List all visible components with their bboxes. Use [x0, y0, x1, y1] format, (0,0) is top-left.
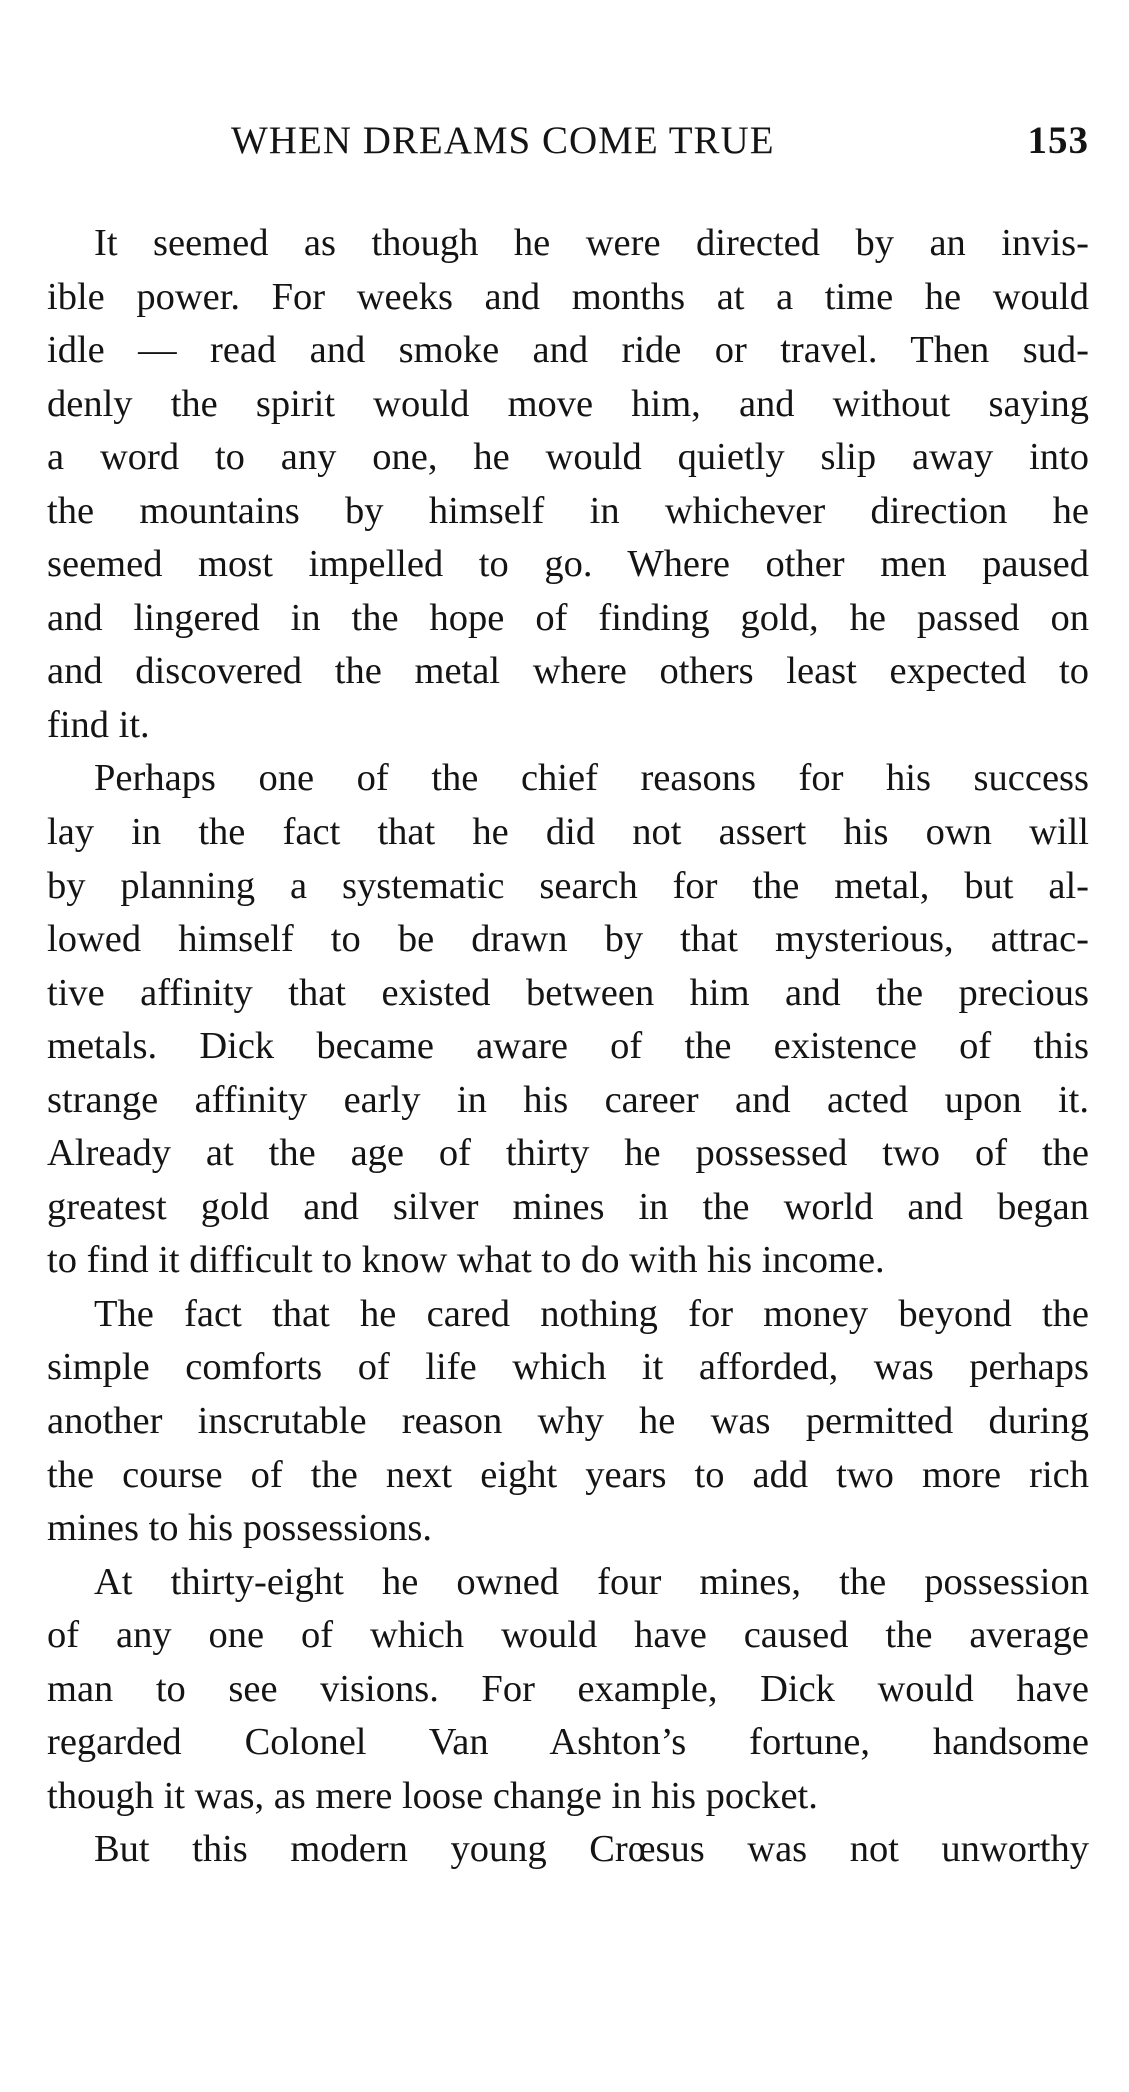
text-line: seemed most impelled to go. Where other men paused [47, 543, 1089, 586]
text-line: find it. [47, 703, 150, 746]
text-line: another inscrutable reason why he was permitted during [47, 1400, 1089, 1443]
text-line: It seemed as though he were directed by an invis- [94, 222, 1089, 264]
text-line: and lingered in the hope of finding gold, he passed on [47, 596, 1089, 639]
running-head [47, 118, 1089, 178]
text-line: ible power. For weeks and months at a time he would [47, 275, 1089, 318]
text-line: man to see visions. For example, Dick would have [47, 1667, 1089, 1710]
body-text [47, 217, 1089, 1877]
text-line: At thirty-eight he owned four mines, the possession [94, 1560, 1089, 1603]
text-line: The fact that he cared nothing for money beyond the [94, 1292, 1089, 1335]
text-line: greatest gold and silver mines in the world and began [47, 1185, 1089, 1228]
text-line: tive affinity that existed between him and the precious [47, 971, 1089, 1014]
text-line: strange affinity early in his career and acted upon it. [47, 1078, 1089, 1121]
text-line: a word to any one, he would quietly slip away into [47, 436, 1089, 479]
text-line: mines to his possessions. [47, 1507, 433, 1550]
text-line: regarded Colonel Van Ashton’s fortune, handsome [47, 1721, 1089, 1764]
text-line: denly the spirit would move him, and without saying [47, 382, 1089, 425]
text-line: lay in the fact that he did not assert his own will [47, 811, 1089, 854]
text-line: by planning a systematic search for the metal, but al- [47, 864, 1089, 907]
text-line: lowed himself to be drawn by that mysterious, attrac- [47, 918, 1089, 961]
text-line: though it was, as mere loose change in his pocket. [47, 1774, 818, 1817]
text-line: idle — read and smoke and ride or travel. Then sud- [47, 329, 1089, 372]
text-line: simple comforts of life which it afforded, was perhaps [47, 1346, 1089, 1389]
running-title: WHEN DREAMS COME TRUE [231, 119, 775, 162]
text-line: of any one of which would have caused the average [47, 1614, 1089, 1657]
text-line: metals. Dick became aware of the existence of this [47, 1025, 1089, 1068]
text-line: Already at the age of thirty he possessed two of the [47, 1132, 1089, 1175]
text-line: the mountains by himself in whichever direction he [47, 489, 1089, 532]
text-line: Perhaps one of the chief reasons for his success [94, 757, 1089, 800]
text-line: the course of the next eight years to add two more rich [47, 1453, 1089, 1496]
text-line: to find it difficult to know what to do with his income. [47, 1239, 885, 1282]
page-number: 153 [1027, 119, 1089, 162]
text-line: But this modern young Crœsus was not unworthy [94, 1828, 1089, 1871]
text-line: and discovered the metal where others least expected to [47, 650, 1089, 693]
